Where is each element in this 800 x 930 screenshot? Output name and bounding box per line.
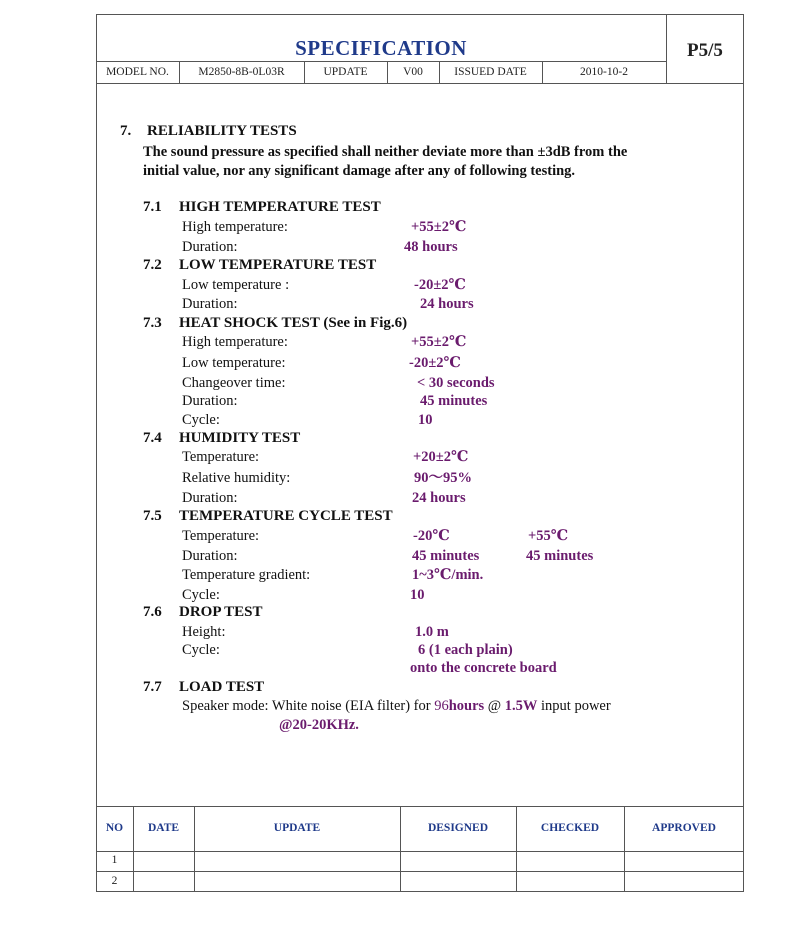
test-7-3-label-4: Duration:	[182, 393, 238, 409]
test-7-5-label-3: Temperature gradient:	[182, 567, 311, 583]
spec-header	[96, 14, 744, 83]
test-7-4-value-1: +20±2℃	[413, 449, 469, 465]
section-intro-line1: The sound pressure as specified shall neither deviate more than ±3dB from the	[143, 144, 628, 160]
test-7-7-hours-number: 96	[434, 698, 449, 714]
test-7-5-value-2: 45 minutes	[412, 548, 480, 564]
test-7-3-value-2: -20±2℃	[409, 355, 461, 371]
test-7-1-value-2: 48 hours	[404, 239, 458, 255]
test-7-3-label-2: Low temperature:	[182, 355, 286, 371]
test-7-1-number: 7.1	[143, 199, 162, 215]
test-7-5-value-1b: +55℃	[528, 528, 569, 544]
test-7-3-label-1: High temperature:	[182, 334, 288, 350]
test-7-5-label-1: Temperature:	[182, 528, 260, 544]
issued-date-label: ISSUED DATE	[454, 66, 527, 78]
test-7-5-label-4: Cycle:	[182, 587, 220, 603]
section-number: 7.	[120, 123, 132, 139]
test-7-6-label-2: Cycle:	[182, 642, 220, 658]
revision-header-approved: APPROVED	[652, 822, 716, 834]
revision-header-checked: CHECKED	[540, 822, 600, 834]
test-7-3-number: 7.3	[143, 315, 162, 331]
test-7-4-label-3: Duration:	[182, 490, 238, 506]
test-7-6-label-1: Height:	[182, 624, 226, 640]
test-7-7-line1	[182, 697, 611, 715]
test-7-2-label-2: Duration:	[182, 296, 238, 312]
test-7-3-title: HEAT SHOCK TEST (See in Fig.6)	[179, 315, 408, 331]
revision-header-designed: DESIGNED	[427, 822, 489, 834]
revision-row-1-no: 1	[111, 854, 118, 866]
test-7-2-title: LOW TEMPERATURE TEST	[179, 257, 377, 273]
test-7-5-value-4: 10	[410, 587, 425, 603]
test-7-6-title: DROP TEST	[179, 604, 263, 620]
test-7-2-number: 7.2	[143, 257, 162, 273]
test-7-7-line2: @20-20KHz.	[279, 717, 359, 733]
test-7-4-title: HUMIDITY TEST	[179, 430, 301, 446]
model-value: M2850-8B-0L03R	[198, 66, 285, 78]
section-intro-line2: initial value, nor any significant damage after any of following testing.	[143, 163, 576, 179]
issued-date-value: 2010-10-2	[580, 66, 628, 78]
test-7-6-value-1: 1.0 m	[415, 624, 449, 640]
revision-header-date: DATE	[147, 822, 180, 834]
revision-row-2-no: 2	[111, 875, 118, 887]
test-7-7-power: 1.5W	[504, 698, 538, 714]
page-number: P5/5	[687, 40, 723, 61]
test-7-7-text-at: @	[484, 698, 505, 714]
test-7-3-label-3: Changeover time:	[182, 375, 286, 391]
test-7-7-number: 7.7	[143, 679, 162, 695]
test-7-6-value-2: 6 (1 each plain)	[418, 642, 513, 658]
test-7-2-value-2: 24 hours	[420, 296, 474, 312]
update-value: V00	[403, 66, 423, 78]
revision-header-no: NO	[105, 822, 124, 834]
test-7-4-label-1: Temperature:	[182, 449, 260, 465]
document-title: SPECIFICATION	[295, 36, 467, 60]
section-title: RELIABILITY TESTS	[147, 123, 297, 139]
test-7-7-hours-unit: hours	[448, 698, 485, 714]
test-7-1-label-1: High temperature:	[182, 219, 288, 235]
test-7-6-value-2-line2: onto the concrete board	[410, 660, 557, 676]
test-7-5-title: TEMPERATURE CYCLE TEST	[179, 508, 393, 524]
test-7-1-title: HIGH TEMPERATURE TEST	[179, 199, 381, 215]
test-7-3-value-3: < 30 seconds	[417, 375, 495, 391]
test-7-5-value-1: -20℃	[413, 528, 450, 544]
test-7-4-value-3: 24 hours	[412, 490, 466, 506]
test-7-7-text-end: input power	[537, 698, 611, 714]
test-7-3-value-4: 45 minutes	[420, 393, 488, 409]
test-7-2-label-1: Low temperature :	[182, 277, 290, 293]
model-label: MODEL NO.	[106, 66, 169, 78]
test-7-1-label-2: Duration:	[182, 239, 238, 255]
test-7-7-text-a: Speaker mode: White noise (EIA filter) for	[182, 698, 435, 714]
test-7-6-number: 7.6	[143, 604, 162, 620]
update-label: UPDATE	[323, 66, 368, 78]
test-7-5-value-3: 1~3℃/min.	[412, 567, 484, 583]
test-7-2-value-1: -20±2℃	[414, 277, 466, 293]
test-7-1-value-1: +55±2℃	[411, 219, 467, 235]
revision-header-update: UPDATE	[273, 822, 321, 834]
revision-table	[96, 806, 744, 892]
test-7-5-number: 7.5	[143, 508, 162, 524]
test-7-3-value-1: +55±2℃	[411, 334, 467, 350]
test-7-5-label-2: Duration:	[182, 548, 238, 564]
test-7-4-label-2: Relative humidity:	[182, 470, 291, 486]
test-7-3-label-5: Cycle:	[182, 412, 220, 428]
test-7-4-value-2: 90〜95%	[414, 470, 472, 486]
test-7-7-title: LOAD TEST	[179, 679, 265, 695]
test-7-5-value-2b: 45 minutes	[526, 548, 594, 564]
test-7-3-value-5: 10	[418, 412, 433, 428]
test-7-4-number: 7.4	[143, 430, 162, 446]
